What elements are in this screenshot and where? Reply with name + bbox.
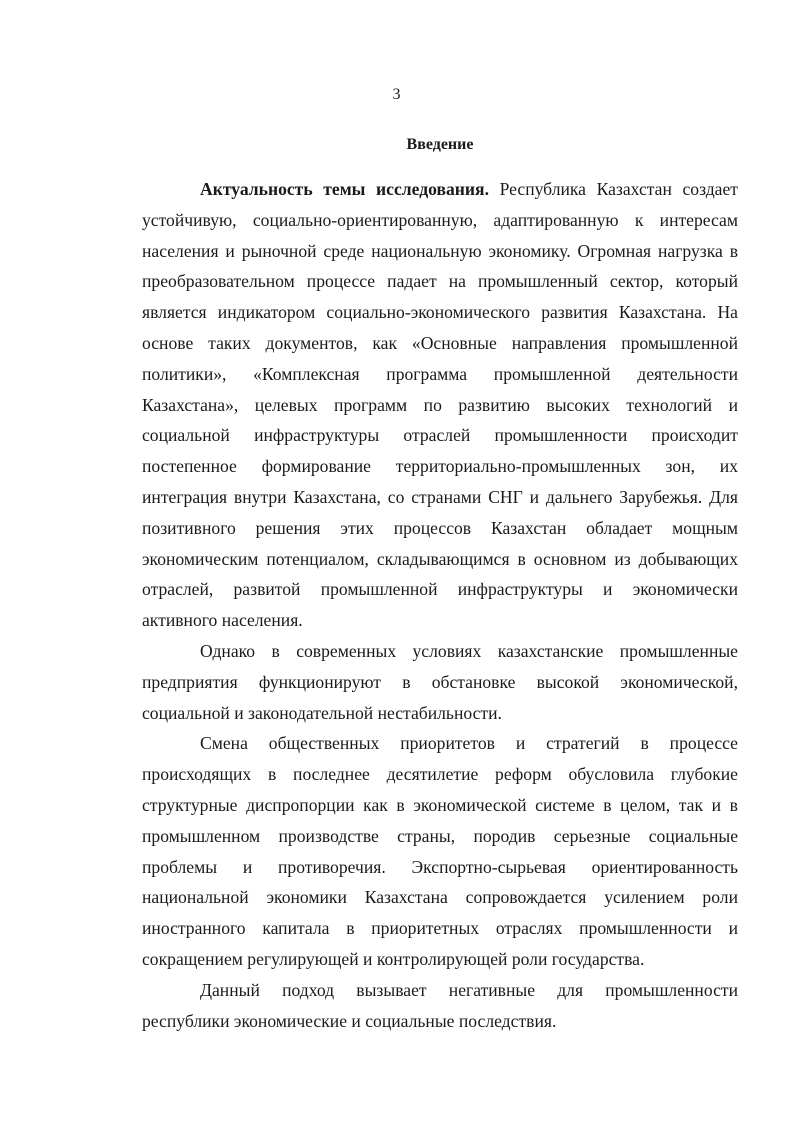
paragraph-instability: Однако в современных условиях казахстанские промышленные предприятия функционируют в обстановке высокой экономической, социальной и законодательной нестабильности. — [142, 640, 738, 723]
paragraph-relevance — [142, 174, 738, 636]
page-number: 3 — [392, 86, 401, 103]
paragraph-lead: Актуальность темы исследования. — [200, 179, 489, 199]
paragraph-text: Республика Казахстан создает устойчивую, социально-ориентированную, адаптированную к интересам населения и рыночной среде национальную экономику. Огромная нагрузка в преобразовательном процессе падает на промышленный сектор, который является индикатором социально-экономического развития Казахстана. На основе таких документов, как «Основные направления промышленной политики», «Комплексная программа промышленной деятельности Казахстана», целевых программ по развитию высоких технологий и социальной инфраструктуры отраслей промышленности происходит постепенное формирование территориально-промышленных зон, их интеграция внутри Казахстана, со странами СНГ и дальнего Зарубежья. Для позитивного решения этих процессов Казахстан обладает мощным экономическим потенциалом, складывающимся в основном из добывающих отраслей, развитой промышленной инфраструктуры и экономически активного населения. — [142, 179, 738, 631]
paragraph-priorities: Смена общественных приоритетов и стратегий в процессе происходящих в последнее десятилетие реформ обусловила глубокие структурные диспропорции как в экономической системе в целом, так и в промышленном производстве страны, породив серьезные социальные проблемы и противоречия. Экспортно-сырьевая ориентированность национальной экономики Казахстана сопровождается усилением роли иностранного капитала в приоритетных отраслях промышленности и сокращением регулирующей и контролирующей роли государства. — [142, 733, 738, 969]
paragraph-consequences: Данный подход вызывает негативные для промышленности республики экономические и социальные последствия. — [142, 979, 738, 1031]
section-heading: Введение — [406, 136, 474, 153]
body-text — [142, 174, 738, 1036]
